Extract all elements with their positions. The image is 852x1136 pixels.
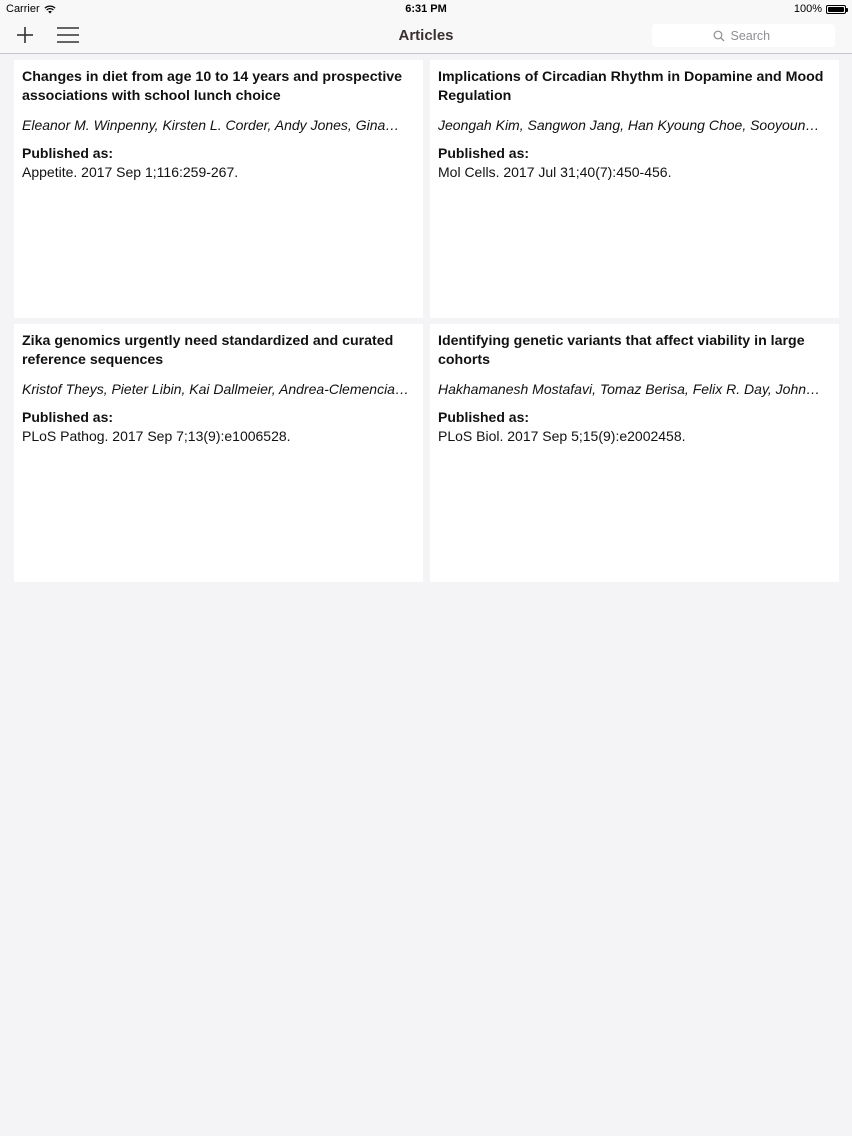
published-label: Published as: — [438, 145, 530, 161]
battery-percent: 100% — [793, 3, 822, 15]
page-title: Articles — [398, 27, 454, 44]
published-label: Published as: — [22, 145, 114, 161]
published-label: Published as: — [22, 409, 114, 425]
article-title: Implications of Circadian Rhythm in Dopamine and Mood Regulation — [438, 69, 824, 104]
navigation-bar — [0, 18, 852, 54]
published-citation: Appetite. 2017 Sep 1;116:259-267. — [22, 164, 239, 180]
article-card[interactable] — [430, 324, 839, 582]
search-field[interactable] — [652, 24, 835, 47]
article-authors: Hakhamanesh Mostafavi, Tomaz Berisa, Felix R. Day, John… — [438, 381, 821, 397]
article-card[interactable] — [430, 60, 839, 318]
article-title: Changes in diet from age 10 to 14 years and prospective associations with school lunch choice — [22, 69, 403, 104]
battery-indicator — [794, 3, 846, 15]
clock: 6:31 PM — [405, 3, 447, 15]
article-title: Identifying genetic variants that affect viability in large cohorts — [438, 333, 805, 368]
article-authors: Kristof Theys, Pieter Libin, Kai Dallmeier, Andrea-Clemencia… — [22, 381, 409, 397]
battery-icon — [826, 5, 846, 14]
status-bar — [0, 0, 852, 18]
published-citation: PLoS Pathog. 2017 Sep 7;13(9):e1006528. — [22, 428, 291, 444]
carrier-label: Carrier — [6, 3, 40, 15]
articles-grid — [14, 60, 839, 582]
article-title: Zika genomics urgently need standardized and curated reference sequences — [22, 333, 394, 368]
article-authors: Jeongah Kim, Sangwon Jang, Han Kyoung Choe, Sooyoun… — [438, 117, 820, 133]
published-label: Published as: — [438, 409, 530, 425]
search-icon — [713, 30, 725, 42]
search-input[interactable] — [731, 29, 775, 43]
article-authors: Eleanor M. Winpenny, Kirsten L. Corder, Andy Jones, Gina… — [22, 117, 400, 133]
article-card[interactable] — [14, 324, 423, 582]
published-citation: PLoS Biol. 2017 Sep 5;15(9):e2002458. — [438, 428, 686, 444]
published-citation: Mol Cells. 2017 Jul 31;40(7):450-456. — [438, 164, 672, 180]
article-card[interactable] — [14, 60, 423, 318]
